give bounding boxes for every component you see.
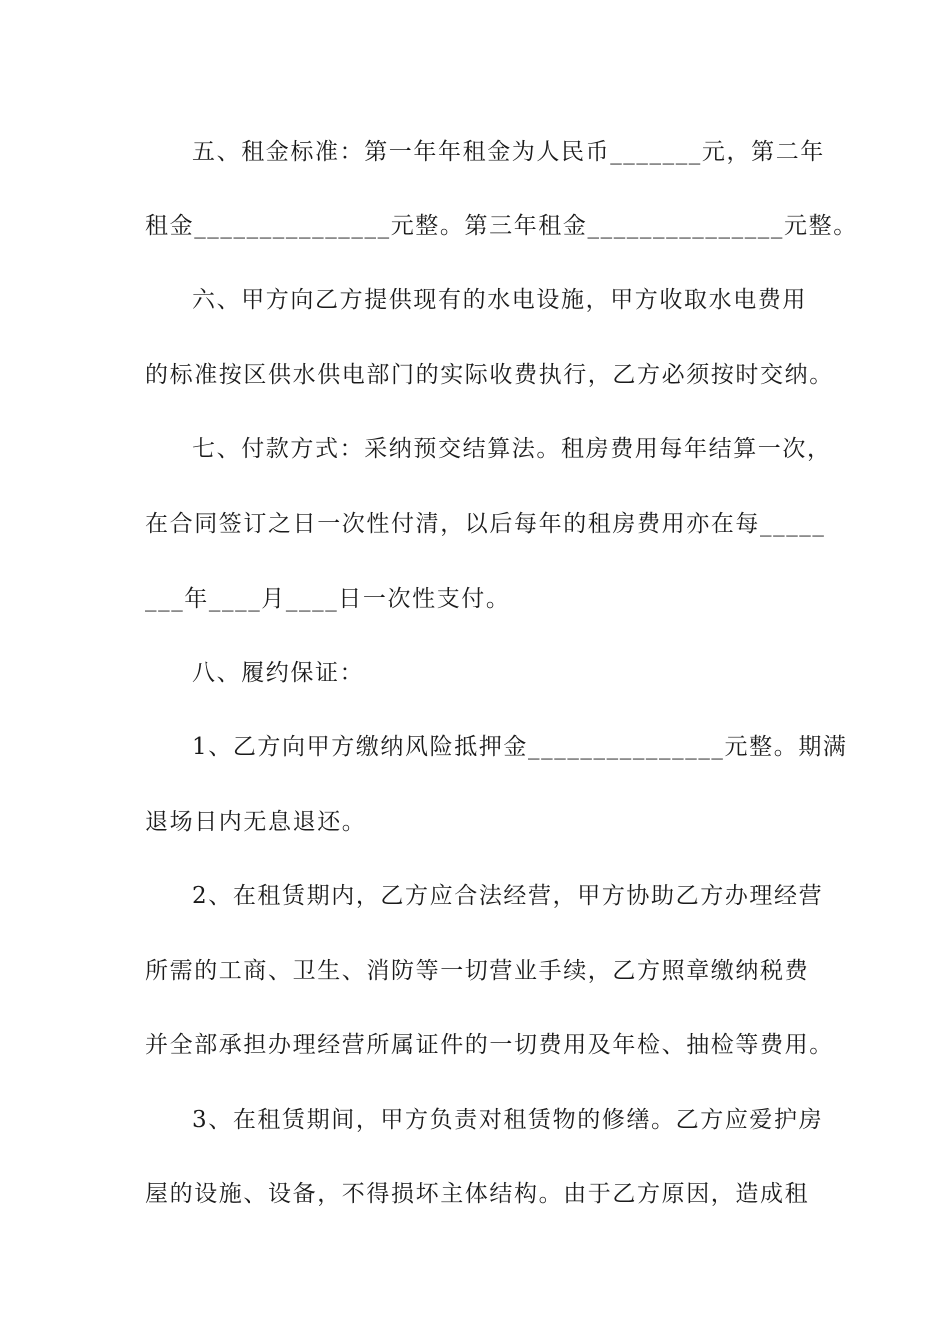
clause-7-line-3: ___年____月____日一次性支付。 xyxy=(145,586,511,612)
clause-8-2-line-2: 所需的工商、卫生、消防等一切营业手续，乙方照章缴纳税费 xyxy=(145,958,810,984)
clause-8-3-line-2: 屋的设施、设备，不得损坏主体结构。由于乙方原因，造成租 xyxy=(145,1181,810,1207)
clause-8-2-line-3: 并全部承担办理经营所属证件的一切费用及年检、抽检等费用。 xyxy=(145,1032,834,1058)
clause-8-2-line-1: 2、在租赁期内，乙方应合法经营，甲方协助乙方办理经营 xyxy=(192,883,824,909)
clause-6-line-1: 六、甲方向乙方提供现有的水电设施，甲方收取水电费用 xyxy=(192,287,807,313)
clause-8-3-line-1: 3、在租赁期间，甲方负责对租赁物的修缮。乙方应爱护房 xyxy=(192,1107,824,1133)
clause-5-line-2: 租金_______________元整。第三年租金_______________元整。 xyxy=(145,213,858,239)
clause-8-1-line-1: 1、乙方向甲方缴纳风险抵押金_______________元整。期满 xyxy=(192,734,848,760)
clause-8-1-line-2: 退场日内无息退还。 xyxy=(145,809,367,835)
clause-6-line-2: 的标准按区供水供电部门的实际收费执行，乙方必须按时交纳。 xyxy=(145,362,834,388)
clause-7-line-2: 在合同签订之日一次性付清，以后每年的租房费用亦在每_____ xyxy=(145,511,826,537)
clause-5-line-1: 五、租金标准：第一年年租金为人民币_______元，第二年 xyxy=(192,139,825,165)
clause-8-heading: 八、履约保证： xyxy=(192,660,365,686)
clause-7-line-1: 七、付款方式：采纳预交结算法。租房费用每年结算一次， xyxy=(192,436,832,462)
